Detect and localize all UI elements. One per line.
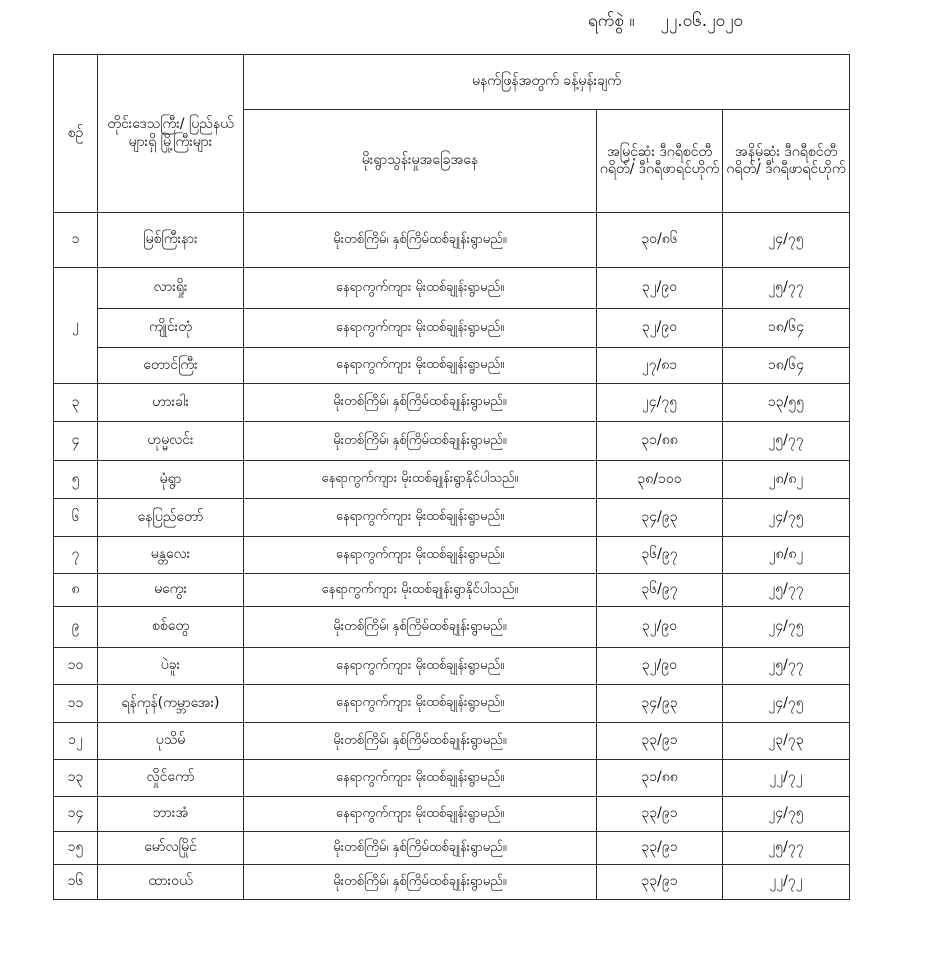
city-cell: လှိုင်ကော် bbox=[98, 760, 244, 797]
city-cell: ပဲခူး bbox=[98, 648, 244, 685]
row-number: ၁၄ bbox=[54, 797, 98, 832]
min-temp-cell: ၂၅/၇၇ bbox=[723, 574, 850, 607]
min-temp-cell: ၂၂/၇၂ bbox=[723, 760, 850, 797]
row-number: ၁၃ bbox=[54, 760, 98, 797]
table-row bbox=[54, 537, 850, 574]
condition-cell: နေရာကွက်ကျား မိုးထစ်ချုန်းရွာမည်။ bbox=[244, 537, 597, 574]
header-min-temp: အနိမ့်ဆုံး ဒီဂရီစင်တီဂရိတ်/ ဒီဂရီဖာရင်ဟိုက် bbox=[723, 110, 850, 213]
row-number: ၁၀ bbox=[54, 648, 98, 685]
min-temp-cell: ၂၅/၇၇ bbox=[723, 648, 850, 685]
table-row bbox=[54, 832, 850, 865]
city-cell: ဘားအံ bbox=[98, 797, 244, 832]
max-temp-cell: ၃၂/၉၀ bbox=[597, 607, 723, 648]
condition-cell: နေရာကွက်ကျား မိုးထစ်ချုန်းရွာနိုင်ပါသည်။ bbox=[244, 574, 597, 607]
condition-cell: နေရာကွက်ကျား မိုးထစ်ချုန်းရွာမည်။ bbox=[244, 268, 597, 309]
table-row bbox=[54, 865, 850, 900]
condition-cell: မိုးတစ်ကြိမ်၊ နှစ်ကြိမ်ထစ်ချုန်းရွာမည်။ bbox=[244, 384, 597, 422]
city-cell: စစ်တွေ bbox=[98, 607, 244, 648]
condition-cell: နေရာကွက်ကျား မိုးထစ်ချုန်းရွာမည်။ bbox=[244, 797, 597, 832]
max-temp-cell: ၃၈/၁၀၀ bbox=[597, 461, 723, 499]
min-temp-cell: ၁၈/၆၄ bbox=[723, 348, 850, 384]
row-number: ၃ bbox=[54, 384, 98, 422]
row-number: ၁၂ bbox=[54, 723, 98, 760]
date-label: ရက်စွဲ ။ bbox=[588, 11, 635, 31]
max-temp-cell: ၃၁/၈၈ bbox=[597, 422, 723, 461]
table-row bbox=[54, 268, 850, 309]
min-temp-cell: ၁၈/၆၄ bbox=[723, 309, 850, 348]
header-condition: မိုးရွာသွန်းမှုအခြေအနေ bbox=[244, 110, 597, 213]
min-temp-cell: ၂၄/၇၅ bbox=[723, 607, 850, 648]
row-number: ၄ bbox=[54, 422, 98, 461]
condition-cell: မိုးတစ်ကြိမ်၊ နှစ်ကြိမ်ထစ်ချုန်းရွာမည်။ bbox=[244, 213, 597, 268]
min-temp-cell: ၂၄/၇၅ bbox=[723, 213, 850, 268]
min-temp-cell: ၂၄/၇၅ bbox=[723, 685, 850, 723]
max-temp-cell: ၃၆/၉၇ bbox=[597, 574, 723, 607]
table-row bbox=[54, 499, 850, 537]
city-cell: မော်လမြိုင် bbox=[98, 832, 244, 865]
header-forecast-group: မနက်ဖြန်အတွက် ခန့်မှန်းချက် bbox=[244, 55, 850, 110]
min-temp-cell: ၂၈/၈၂ bbox=[723, 461, 850, 499]
city-cell: ရန်ကုန်(ကမ္ဘာအေး) bbox=[98, 685, 244, 723]
max-temp-cell: ၃၆/၉၇ bbox=[597, 537, 723, 574]
table-row bbox=[54, 384, 850, 422]
city-cell: ထားဝယ် bbox=[98, 865, 244, 900]
document-date bbox=[588, 10, 743, 35]
min-temp-cell: ၂၃/၇၃ bbox=[723, 723, 850, 760]
table-row bbox=[54, 574, 850, 607]
condition-cell: မိုးတစ်ကြိမ်၊ နှစ်ကြိမ်ထစ်ချုန်းရွာမည်။ bbox=[244, 422, 597, 461]
table-row bbox=[54, 760, 850, 797]
city-cell: တောင်ကြီး bbox=[98, 348, 244, 384]
city-cell: ပုသိမ် bbox=[98, 723, 244, 760]
table-row bbox=[54, 461, 850, 499]
condition-cell: နေရာကွက်ကျား မိုးထစ်ချုန်းရွာနိုင်ပါသည်။ bbox=[244, 461, 597, 499]
min-temp-cell: ၂၅/၇၇ bbox=[723, 268, 850, 309]
condition-cell: မိုးတစ်ကြိမ်၊ နှစ်ကြိမ်ထစ်ချုန်းရွာမည်။ bbox=[244, 723, 597, 760]
row-number: ၇ bbox=[54, 537, 98, 574]
city-cell: မြစ်ကြီးနား bbox=[98, 213, 244, 268]
city-cell: ဟားခါး bbox=[98, 384, 244, 422]
row-number: ၁၅ bbox=[54, 832, 98, 865]
condition-cell: နေရာကွက်ကျား မိုးထစ်ချုန်းရွာမည်။ bbox=[244, 499, 597, 537]
city-cell: လားရှိုး bbox=[98, 268, 244, 309]
city-cell: နေပြည်တော် bbox=[98, 499, 244, 537]
condition-cell: နေရာကွက်ကျား မိုးထစ်ချုန်းရွာမည်။ bbox=[244, 348, 597, 384]
condition-cell: နေရာကွက်ကျား မိုးထစ်ချုန်းရွာမည်။ bbox=[244, 648, 597, 685]
row-number: ၆ bbox=[54, 499, 98, 537]
row-number: ၉ bbox=[54, 607, 98, 648]
max-temp-cell: ၃၂/၉၀ bbox=[597, 268, 723, 309]
city-cell: ဟုမ္မလင်း bbox=[98, 422, 244, 461]
min-temp-cell: ၂၂/၇၂ bbox=[723, 865, 850, 900]
min-temp-cell: ၂၄/၇၅ bbox=[723, 499, 850, 537]
table-row bbox=[54, 607, 850, 648]
table-row bbox=[54, 309, 850, 348]
table-row bbox=[54, 648, 850, 685]
max-temp-cell: ၃၂/၉၀ bbox=[597, 309, 723, 348]
forecast-table bbox=[53, 54, 850, 900]
max-temp-cell: ၃၀/၈၆ bbox=[597, 213, 723, 268]
row-number: ၁၆ bbox=[54, 865, 98, 900]
max-temp-cell: ၃၃/၉၁ bbox=[597, 865, 723, 900]
table-row bbox=[54, 723, 850, 760]
min-temp-cell: ၂၄/၇၅ bbox=[723, 797, 850, 832]
row-number: ၁၁ bbox=[54, 685, 98, 723]
table-row bbox=[54, 213, 850, 268]
table-row bbox=[54, 348, 850, 384]
city-cell: ကျိုင်းတုံ bbox=[98, 309, 244, 348]
table-row bbox=[54, 422, 850, 461]
min-temp-cell: ၂၈/၈၂ bbox=[723, 537, 850, 574]
min-temp-cell: ၁၃/၅၅ bbox=[723, 384, 850, 422]
row-number: ၅ bbox=[54, 461, 98, 499]
max-temp-cell: ၃၃/၉၁ bbox=[597, 797, 723, 832]
row-number: ၂ bbox=[54, 268, 98, 384]
min-temp-cell: ၂၅/၇၇ bbox=[723, 832, 850, 865]
header-city: တိုင်းဒေသကြီး/ ပြည်နယ်များရှိ မြို့ကြီးများ bbox=[98, 55, 244, 213]
condition-cell: မိုးတစ်ကြိမ်၊ နှစ်ကြိမ်ထစ်ချုန်းရွာမည်။ bbox=[244, 607, 597, 648]
max-temp-cell: ၃၃/၉၁ bbox=[597, 723, 723, 760]
city-cell: မကွေး bbox=[98, 574, 244, 607]
min-temp-cell: ၂၅/၇၇ bbox=[723, 422, 850, 461]
max-temp-cell: ၃၁/၈၈ bbox=[597, 760, 723, 797]
condition-cell: နေရာကွက်ကျား မိုးထစ်ချုန်းရွာမည်။ bbox=[244, 760, 597, 797]
condition-cell: နေရာကွက်ကျား မိုးထစ်ချုန်းရွာမည်။ bbox=[244, 685, 597, 723]
condition-cell: မိုးတစ်ကြိမ်၊ နှစ်ကြိမ်ထစ်ချုန်းရွာမည်။ bbox=[244, 865, 597, 900]
city-cell: မန္တလေး bbox=[98, 537, 244, 574]
city-cell: မုံရွာ bbox=[98, 461, 244, 499]
header-no: စဉ် bbox=[54, 55, 98, 213]
row-number: ၈ bbox=[54, 574, 98, 607]
max-temp-cell: ၂၇/၈၁ bbox=[597, 348, 723, 384]
table-row bbox=[54, 797, 850, 832]
max-temp-cell: ၃၂/၉၀ bbox=[597, 648, 723, 685]
condition-cell: နေရာကွက်ကျား မိုးထစ်ချုန်းရွာမည်။ bbox=[244, 309, 597, 348]
max-temp-cell: ၃၄/၉၃ bbox=[597, 499, 723, 537]
table-row bbox=[54, 685, 850, 723]
max-temp-cell: ၂၄/၇၅ bbox=[597, 384, 723, 422]
date-value: ၂၂.၀၆.၂၀၂၀ bbox=[660, 11, 743, 31]
max-temp-cell: ၃၃/၉၁ bbox=[597, 832, 723, 865]
row-number: ၁ bbox=[54, 213, 98, 268]
header-max-temp: အမြင့်ဆုံး ဒီဂရီစင်တီဂရိတ်/ ဒီဂရီဖာရင်ဟိုက် bbox=[597, 110, 723, 213]
condition-cell: မိုးတစ်ကြိမ်၊ နှစ်ကြိမ်ထစ်ချုန်းရွာမည်။ bbox=[244, 832, 597, 865]
max-temp-cell: ၃၄/၉၃ bbox=[597, 685, 723, 723]
